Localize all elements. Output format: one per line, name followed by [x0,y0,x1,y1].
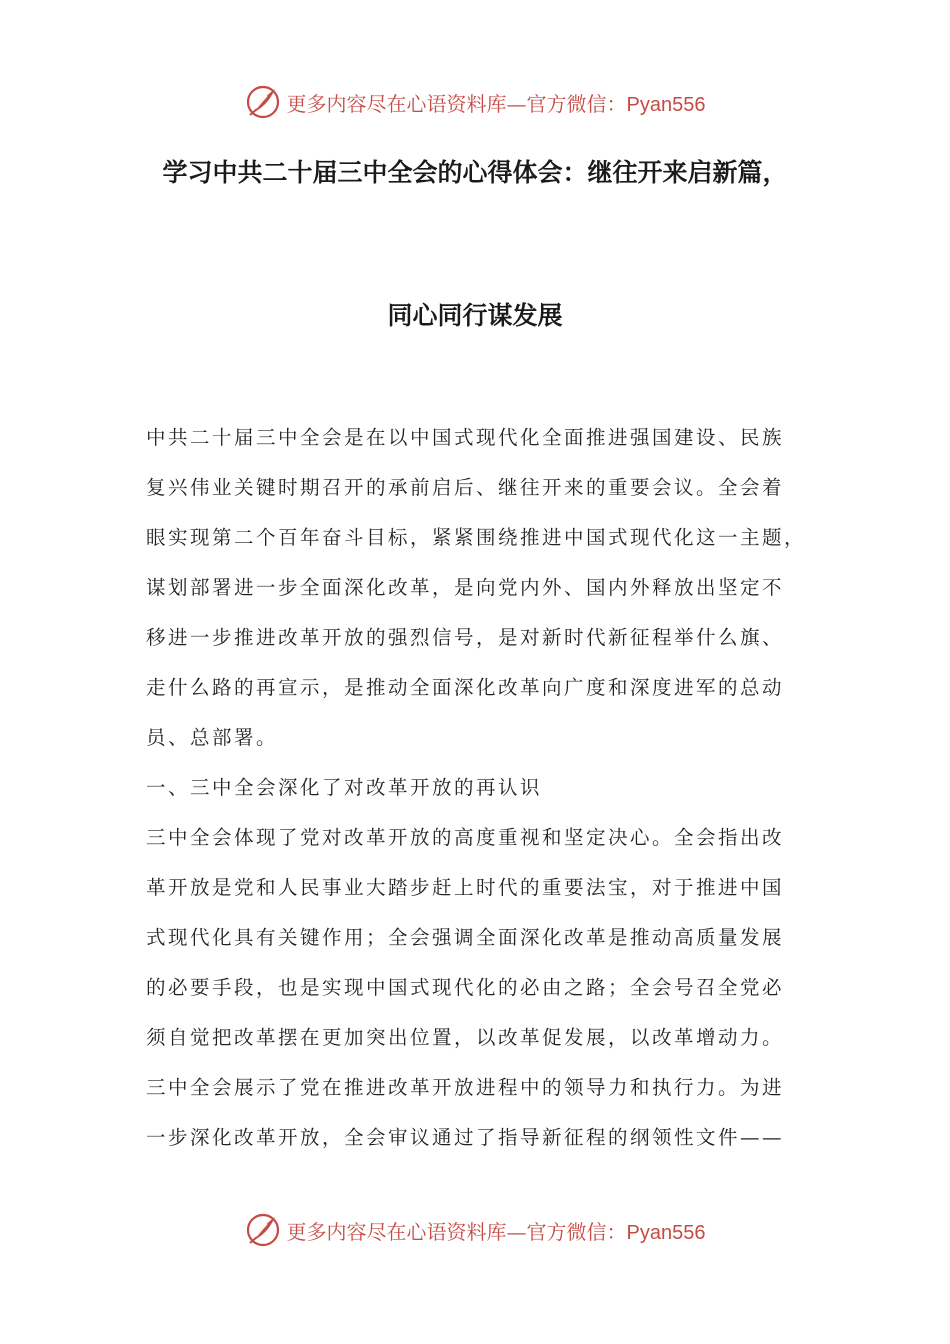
document-body [146,413,811,1163]
body-line: 复兴伟业关键时期召开的承前启后、继往开来的重要会议。全会着 [146,476,785,499]
body-line: 的必要手段，也是实现中国式现代化的必由之路；全会号召全党必 [146,976,785,999]
body-line: 中共二十届三中全会是在以中国式现代化全面推进强国建设、民族 [146,426,785,449]
watermark-text: 更多内容尽在心语资料库—官方微信：Pyan556 [286,1219,706,1244]
footer-watermark [0,1210,950,1250]
watermark-text: 更多内容尽在心语资料库—官方微信：Pyan556 [286,91,706,116]
body-line: 须自觉把改革摆在更加突出位置，以改革促发展，以改革增动力。 [146,1026,785,1049]
section-heading: 一、三中全会深化了对改革开放的再认识 [146,776,543,799]
body-line: 眼实现第二个百年奋斗目标，紧紧围绕推进中国式现代化这一主题， [146,526,807,549]
body-line: 员、总部署。 [146,726,279,749]
header-watermark [0,82,950,122]
document-title-line-1: 学习中共二十届三中全会的心得体会：继往开来启新篇， [162,158,788,187]
body-line: 走什么路的再宣示，是推动全面深化改革向广度和深度进军的总动 [146,676,785,699]
quill-pen-logo-icon [245,84,281,120]
body-line: 三中全会展示了党在推进改革开放进程中的领导力和执行力。为进 [146,1076,785,1099]
body-line: 三中全会体现了党对改革开放的高度重视和坚定决心。全会指出改 [146,826,785,849]
document-title-line-2: 同心同行谋发展 [387,301,563,330]
body-line: 一步深化改革开放，全会审议通过了指导新征程的纲领性文件—— [146,1126,785,1149]
quill-pen-logo-icon [245,1212,281,1248]
body-line: 式现代化具有关键作用；全会强调全面深化改革是推动高质量发展 [146,926,785,949]
body-line: 革开放是党和人民事业大踏步赶上时代的重要法宝，对于推进中国 [146,876,785,899]
body-line: 谋划部署进一步全面深化改革，是向党内外、国内外释放出坚定不 [146,576,785,599]
body-line: 移进一步推进改革开放的强烈信号，是对新时代新征程举什么旗、 [146,626,785,649]
